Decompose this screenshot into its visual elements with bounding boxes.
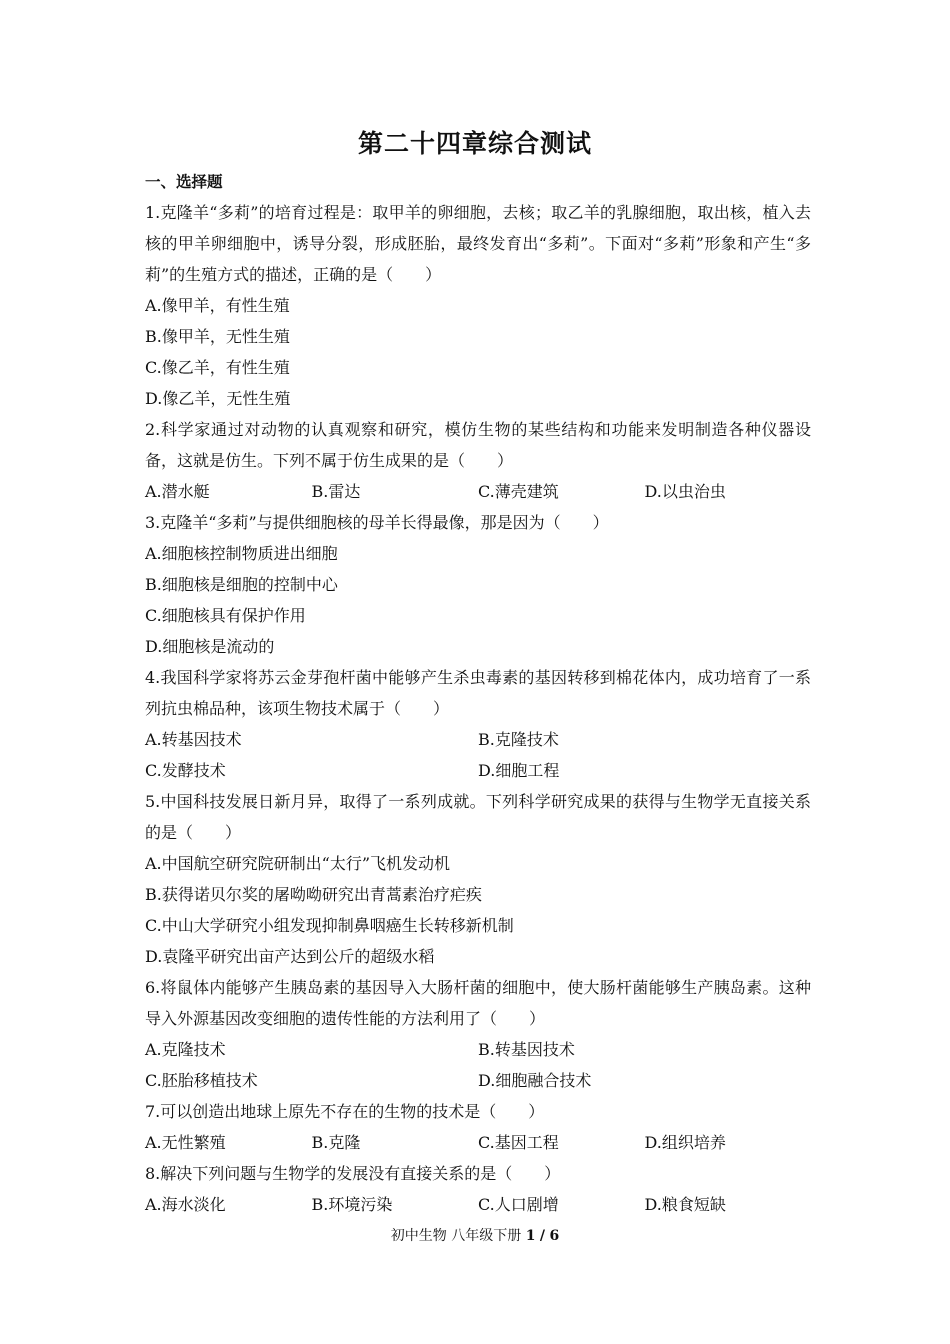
option-a: A.潜水艇 bbox=[145, 482, 210, 501]
page-title: 第二十四章综合测试 bbox=[357, 129, 592, 158]
option-row bbox=[145, 724, 811, 755]
option-c: C.像乙羊，有性生殖 bbox=[145, 358, 290, 377]
option-a: A.无性繁殖 bbox=[145, 1133, 226, 1152]
option-row bbox=[145, 755, 811, 786]
option-c: C.胚胎移植技术 bbox=[145, 1071, 258, 1090]
question-8 bbox=[145, 1158, 811, 1220]
option-c: C.细胞核具有保护作用 bbox=[145, 606, 306, 625]
option-d: D.袁隆平研究出亩产达到公斤的超级水稻 bbox=[145, 947, 435, 966]
option-b: B.克隆 bbox=[311, 1133, 361, 1152]
section-heading: 一、选择题 bbox=[145, 173, 223, 191]
question-4 bbox=[145, 662, 811, 786]
question-stem: 6.将鼠体内能够产生胰岛素的基因导入大肠杆菌的细胞中，使大肠杆菌能够生产胰岛素。这种导入外源基因改变细胞的遗传性能的方法利用了（ ） bbox=[145, 978, 811, 1028]
option-b: B.环境污染 bbox=[311, 1195, 393, 1214]
option-d: D.组织培养 bbox=[644, 1133, 726, 1152]
question-6 bbox=[145, 972, 811, 1096]
option-c: C.发酵技术 bbox=[145, 761, 226, 780]
option-b: B.克隆技术 bbox=[478, 730, 559, 749]
question-stem: 4.我国科学家将苏云金芽孢杆菌中能够产生杀虫毒素的基因转移到棉花体内，成功培育了一系列抗虫棉品种，该项生物技术属于（ ） bbox=[145, 668, 811, 718]
option-row bbox=[145, 1065, 811, 1096]
option-a: A.海水淡化 bbox=[145, 1195, 226, 1214]
question-stem: 3.克隆羊“多莉”与提供细胞核的母羊长得最像，那是因为（ ） bbox=[145, 513, 609, 532]
option-c: C.基因工程 bbox=[478, 1133, 559, 1152]
option-d: D.细胞工程 bbox=[478, 761, 560, 780]
question-stem: 2.科学家通过对动物的认真观察和研究，模仿生物的某些结构和功能来发明制造各种仪器设备，这就是仿生。下列不属于仿生成果的是（ ） bbox=[145, 420, 811, 470]
page-separator: / bbox=[539, 1228, 546, 1244]
option-b: B.雷达 bbox=[311, 482, 361, 501]
question-7 bbox=[145, 1096, 811, 1158]
footer-label: 初中生物 八年级下册 bbox=[390, 1228, 522, 1244]
question-stem: 5.中国科技发展日新月异，取得了一系列成就。下列科学研究成果的获得与生物学无直接关系的是（ ） bbox=[145, 792, 811, 842]
option-row bbox=[145, 1189, 811, 1220]
page-footer bbox=[0, 1225, 950, 1245]
question-list bbox=[145, 197, 811, 1220]
page-total: 6 bbox=[549, 1228, 560, 1244]
option-a: A.中国航空研究院研制出“太行”飞机发动机 bbox=[145, 854, 451, 873]
option-row bbox=[145, 476, 811, 507]
option-c: C.中山大学研究小组发现抑制鼻咽癌生长转移新机制 bbox=[145, 916, 514, 935]
option-d: D.粮食短缺 bbox=[644, 1195, 726, 1214]
question-stem: 8.解决下列问题与生物学的发展没有直接关系的是（ ） bbox=[145, 1164, 561, 1183]
page-number: 1 bbox=[525, 1228, 536, 1244]
option-a: A.像甲羊，有性生殖 bbox=[145, 296, 290, 315]
question-3 bbox=[145, 507, 811, 662]
option-a: A.细胞核控制物质进出细胞 bbox=[145, 544, 338, 563]
question-2 bbox=[145, 414, 811, 507]
option-c: C.薄壳建筑 bbox=[478, 482, 559, 501]
question-stem: 7.可以创造出地球上原先不存在的生物的技术是（ ） bbox=[145, 1102, 545, 1121]
question-5 bbox=[145, 786, 811, 972]
option-row bbox=[145, 1127, 811, 1158]
option-b: B.转基因技术 bbox=[478, 1040, 575, 1059]
question-stem: 1.克隆羊“多莉”的培育过程是：取甲羊的卵细胞，去核；取乙羊的乳腺细胞，取出核，植入去核的甲羊卵细胞中，诱导分裂，形成胚胎，最终发育出“多莉”。下面对“多莉”形象和产生“多莉”的生殖方式的描述，正确的是（ ） bbox=[145, 203, 811, 284]
option-c: C.人口剧增 bbox=[478, 1195, 559, 1214]
option-d: D.细胞融合技术 bbox=[478, 1071, 592, 1090]
option-a: A.转基因技术 bbox=[145, 730, 242, 749]
question-1 bbox=[145, 197, 811, 414]
option-row bbox=[145, 1034, 811, 1065]
option-b: B.像甲羊，无性生殖 bbox=[145, 327, 290, 346]
option-a: A.克隆技术 bbox=[145, 1040, 226, 1059]
option-b: B.细胞核是细胞的控制中心 bbox=[145, 575, 338, 594]
option-d: D.细胞核是流动的 bbox=[145, 637, 275, 656]
option-b: B.获得诺贝尔奖的屠呦呦研究出青蒿素治疗疟疾 bbox=[145, 885, 482, 904]
option-d: D.像乙羊，无性生殖 bbox=[145, 389, 291, 408]
option-d: D.以虫治虫 bbox=[644, 482, 726, 501]
